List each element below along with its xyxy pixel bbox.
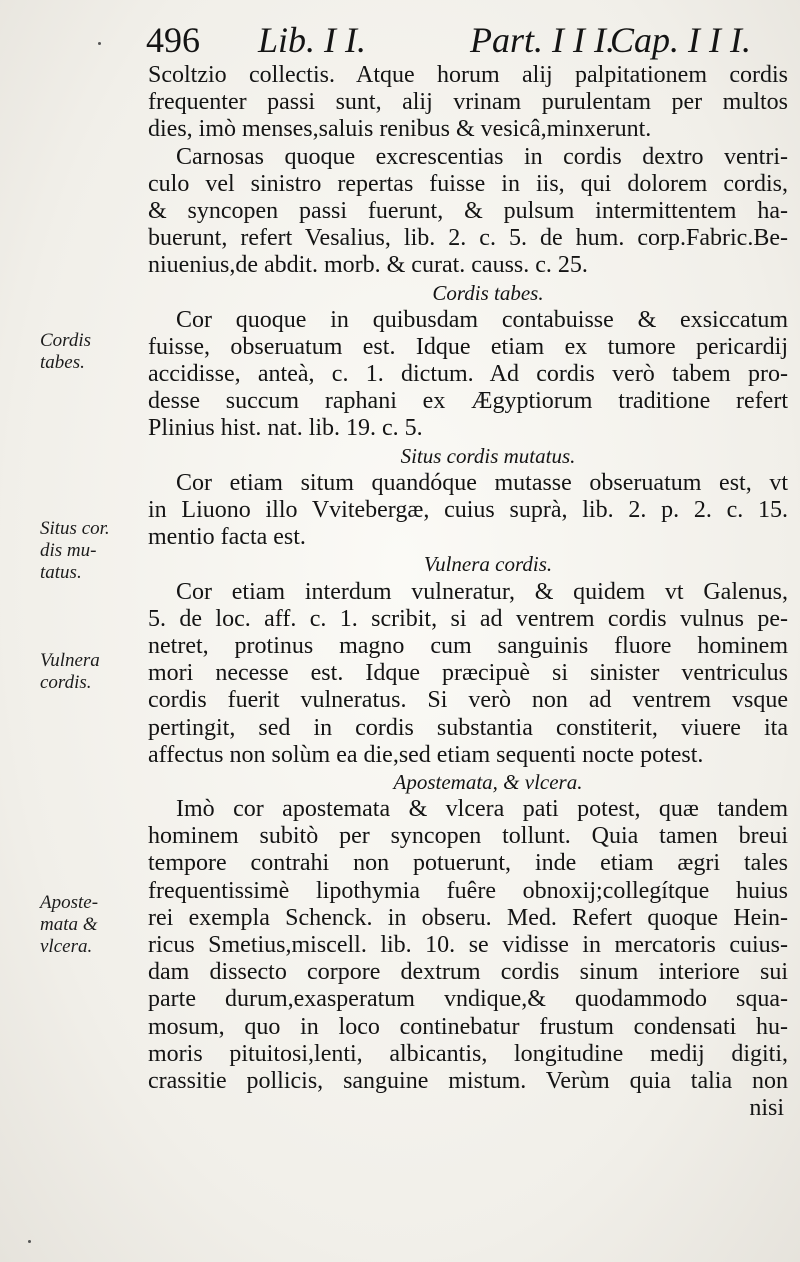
text-line: Carnosas quoque excrescentias in cordis dextro ventri- — [176, 143, 788, 170]
text-line: ricus Smetius,miscell. lib. 10. se vidisse in mercatoris cuius- — [148, 932, 788, 958]
paragraph-apostemata — [148, 796, 788, 1095]
text-line: Cor quoque in quibusdam contabuisse & exsiccatum — [176, 306, 788, 333]
margin-note-apostemata: Aposte- mata & vlcera. — [40, 892, 99, 957]
text-line: parte durum,exasperatum vndique,& quodammodo squa- — [148, 986, 788, 1013]
running-header — [140, 18, 770, 62]
margin-note-situs: Situs cor. dis mu- tatus. — [40, 518, 110, 583]
margin-note-cordis-tabes: Cordis tabes. — [40, 330, 92, 373]
section-heading-apostemata: Apostemata, & vlcera. — [393, 769, 583, 794]
text-line: cordis fuerit vulneratus. Si verò non ad ventrem vsque — [148, 687, 788, 714]
text-line: netret, protinus magno cum sanguinis fluore hominem — [148, 632, 788, 659]
paragraph-vulnera — [148, 579, 788, 769]
paragraph-carnosas — [148, 144, 788, 280]
section-heading-vulnera: Vulnera cordis. — [423, 552, 553, 577]
text-line: pertingit, sed in cordis substantia constiterit, viuere ita — [148, 714, 788, 741]
text-line: dies, imò menses,saluis renibus & vesicâ,minxerunt. — [148, 116, 652, 143]
margin-note-vulnera: Vulnera cordis. — [40, 650, 100, 693]
page-number: 496 — [146, 20, 200, 60]
paragraph-situs — [148, 470, 788, 552]
header-part: Part. I I I. — [470, 20, 615, 60]
main-text — [148, 62, 788, 1122]
text-line: Scoltzio collectis. Atque horum alij palpitationem cordis — [148, 62, 788, 88]
section-heading-tabes: Cordis tabes. — [432, 280, 544, 305]
text-line: desse succum raphani ex Ægyptiorum traditione refert — [148, 388, 788, 415]
text-line: mori necesse est. Idque præcipuè si sinister ventriculus — [148, 660, 788, 687]
text-line: Cor etiam situm quandóque mutasse obseruatum est, vt — [176, 469, 788, 496]
text-line: buerunt, refert Vesalius, lib. 2. c. 5. de hum. corp.Fabric.Be- — [148, 225, 788, 252]
text-line: mosum, quo in loco continebatur frustum condensati hu- — [148, 1013, 788, 1040]
text-line: Plinius hist. nat. lib. 19. c. 5. — [148, 415, 423, 442]
text-line: dam dissecto corpore dextrum cordis sinum interiore sui — [148, 959, 788, 986]
text-line: Imò cor apostemata & vlcera pati potest, quæ tandem — [176, 796, 788, 823]
text-line: niuenius,de abdit. morb. & curat. causs. c. 25. — [148, 252, 588, 279]
text-line: & syncopen passi fuerunt, & pulsum intermittentem ha- — [148, 197, 788, 224]
header-cap: Cap. I I I. — [610, 20, 751, 60]
text-line: culo vel sinistro repertas fuisse in iis, qui dolorem cordis, — [148, 170, 788, 197]
text-line: rei exempla Schenck. in obseru. Med. Refert quoque Hein- — [148, 904, 788, 931]
text-line: frequentissimè lipothymia fuêre obnoxij;collegítque huius — [148, 877, 788, 904]
ink-speck — [28, 1240, 31, 1243]
text-line: moris pituitosi,lenti, albicantis, longitudine medij digiti, — [148, 1040, 788, 1067]
text-line: hominem subitò per syncopen tollunt. Quia tamen breui — [148, 823, 788, 850]
text-line: 5. de loc. aff. c. 1. scribit, si ad ventrem cordis vulnus pe- — [148, 605, 788, 632]
catchword: nisi — [749, 1095, 784, 1122]
section-heading-situs: Situs cordis mutatus. — [400, 443, 576, 468]
text-line: frequenter passi sunt, alij vrinam purulentam per multos — [148, 89, 788, 116]
text-line: affectus non solùm ea die,sed etiam sequenti nocte potest. — [148, 741, 704, 768]
text-line: in Liuono illo Vvitebergæ, cuius suprà, lib. 2. p. 2. c. 15. — [148, 497, 788, 523]
text-line: tempore contrahi non potuerunt, inde etiam ægri tales — [148, 850, 788, 877]
text-line: accidisse, anteà, c. 1. dictum. Ad cordis verò tabem pro- — [148, 361, 788, 388]
ink-speck — [98, 42, 101, 45]
header-lib: Lib. I I. — [258, 20, 366, 60]
text-line: fuisse, obseruatum est. Idque etiam ex tumore pericardij — [148, 333, 788, 360]
text-line: crassitie pollicis, sanguine mistum. Verùm quia talia non — [148, 1067, 788, 1094]
text-line: mentio facta est. — [148, 524, 306, 551]
paragraph-intro — [148, 62, 788, 144]
paragraph-tabes — [148, 307, 788, 443]
text-line: Cor etiam interdum vulneratur, & quidem vt Galenus, — [176, 578, 788, 605]
